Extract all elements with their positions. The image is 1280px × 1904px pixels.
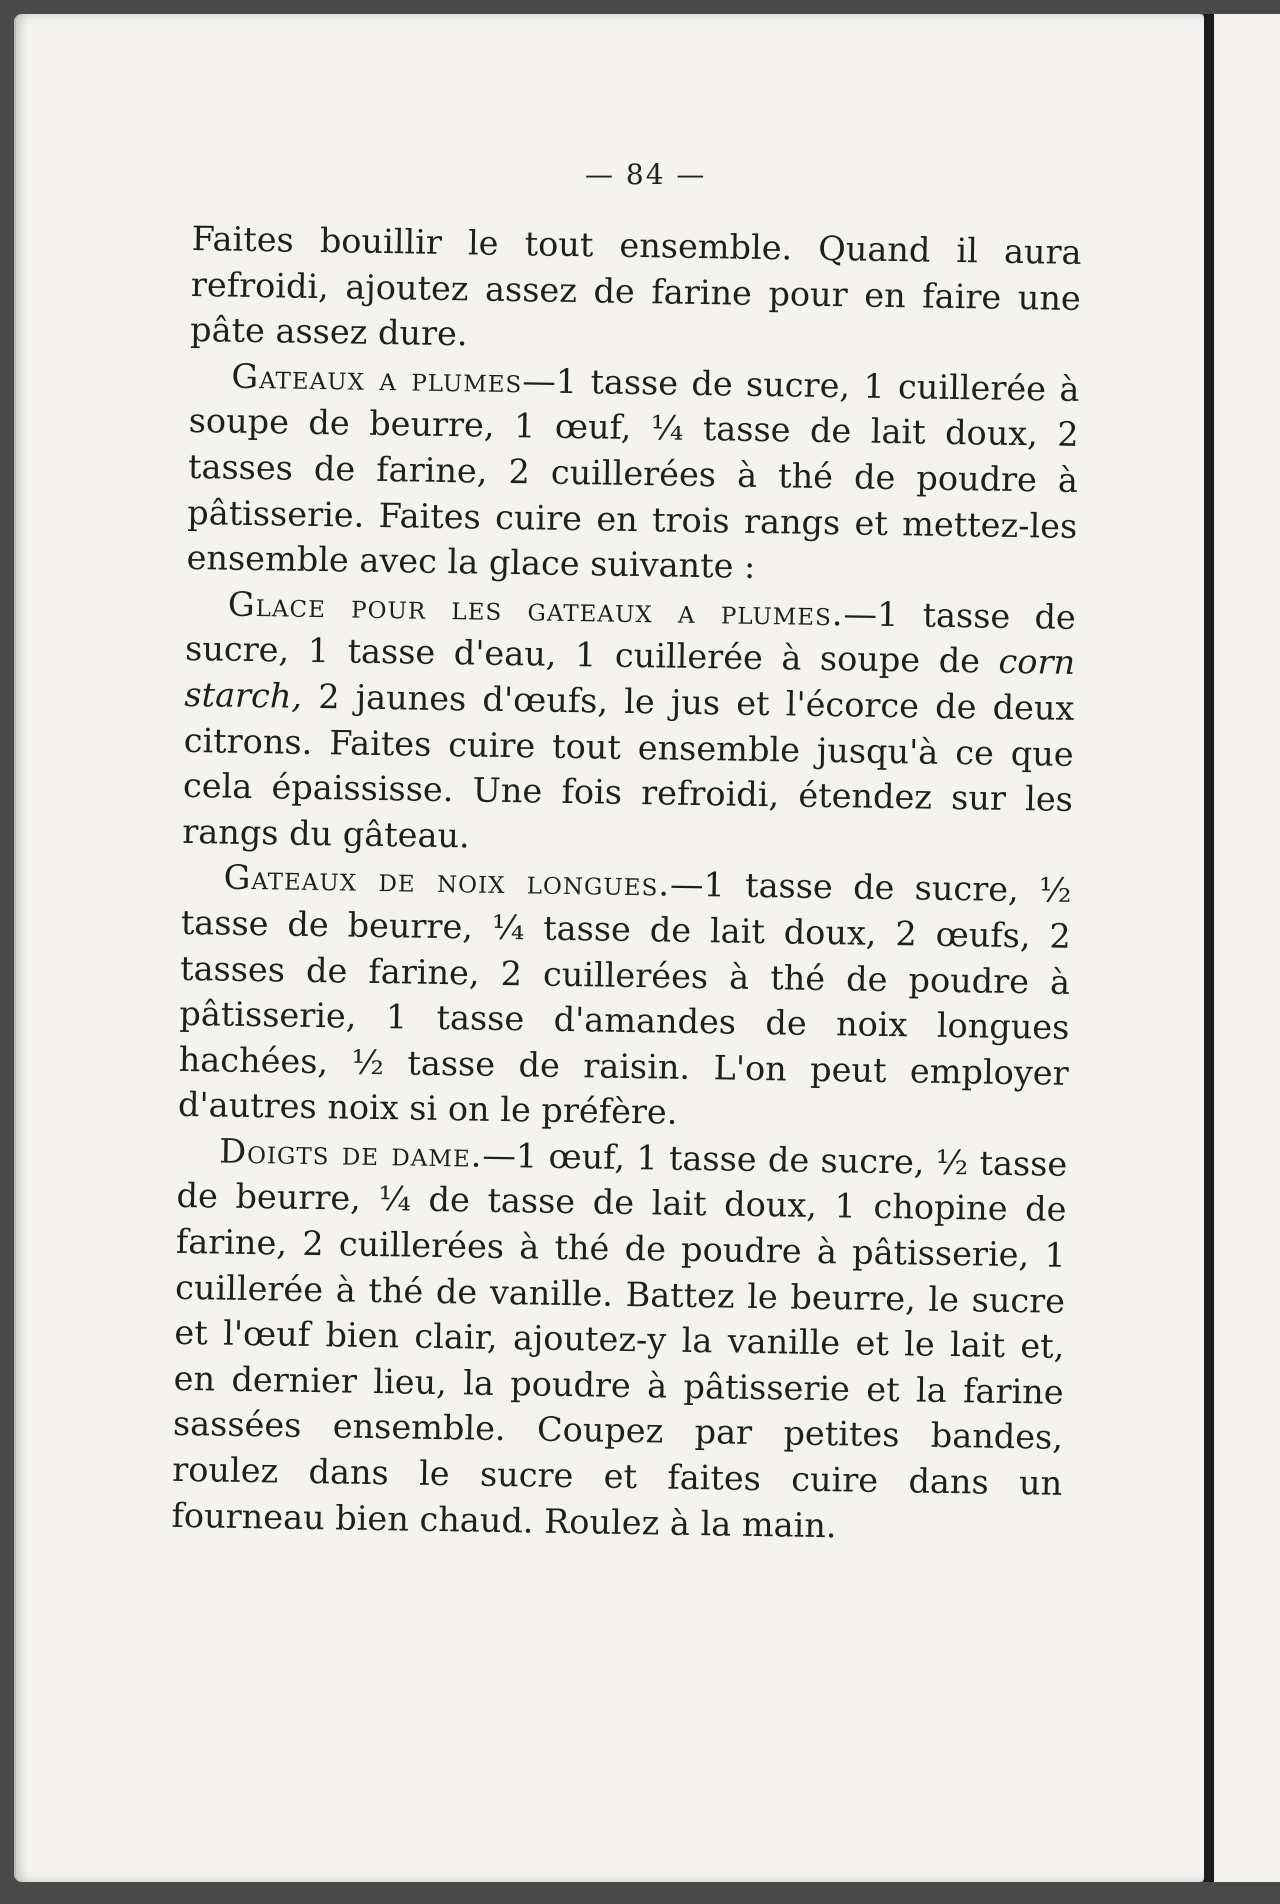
page-number: — 84 — xyxy=(585,158,707,191)
recipe-body-part-2: 2 jaunes d'œufs, le jus et l'écorce de deux citrons. Faites cuire tout ensemble jusqu'à ce que cela épaississe. Une fois refroidi, étendez sur les rangs du gâteau. xyxy=(182,676,1075,856)
recipe-gateaux-a-plumes xyxy=(186,353,1079,595)
recipe-body: —1 œuf, 1 tasse de sucre, ½ tasse de beurre, ¼ de tasse de lait doux, 1 chopine de farine, 2 cuillerées à thé de poudre à pâtisserie, 1 cuillerée à thé de vanille. Battez le beurre, le sucre et l'œuf bien clair, ajoutez-y la vanille et le lait et, en dernier lieu, la poudre à pâtisserie et la farine sassées ensemble. Coupez par petites bandes, roulez dans le sucre et faites cuire dans un fourneau bien chaud. Roulez à la main. xyxy=(171,1135,1068,1545)
recipe-heading: Gateaux de noix longues. xyxy=(223,857,671,904)
recipe-body-italic: corn starch, xyxy=(184,642,1076,716)
recipe-heading: Gateaux a plumes xyxy=(231,356,523,400)
recipe-body: —1 tasse de sucre, 1 cuillerée à soupe de beurre, 1 œuf, ¼ tasse de lait doux, 2 tasses de farine, 2 cuillerées à thé de poudre à pâtisserie. Faites cuire en trois rangs et mettez-les ensemble avec la glace suivante : xyxy=(186,360,1080,587)
recipe-doigts-de-dame xyxy=(171,1128,1067,1552)
recipe-body: —1 tasse de sucre, ½ tasse de beurre, ¼ tasse de lait doux, 2 œufs, 2 tasses de farine, 2 cuillerées à thé de poudre à pâtisserie, 1 tasse d'amandes de noix longues hachées, ½ tasse de raisin. L'on peut employer d'autres noix si on le préfère. xyxy=(177,864,1072,1133)
paragraph-intro xyxy=(190,216,1082,367)
recipe-body-part-1: —1 tasse de sucre, 1 tasse d'eau, 1 cuillerée à soupe de xyxy=(184,594,1077,682)
recipe-heading: Doigts de dame. xyxy=(219,1131,483,1175)
recipe-text-block xyxy=(171,216,1082,1552)
recipe-glace-pour-les-gateaux xyxy=(182,581,1076,869)
adjacent-page-edge xyxy=(1204,14,1280,1882)
recipe-heading: Glace pour les gateaux a plumes. xyxy=(227,584,844,634)
paragraph-text: Faites bouillir le tout ensemble. Quand il aura refroidi, ajoutez assez de farine pour en faire une pâte assez dure. xyxy=(189,218,1082,354)
page-edge xyxy=(14,14,46,1882)
recipe-gateaux-de-noix-longues xyxy=(178,854,1072,1142)
